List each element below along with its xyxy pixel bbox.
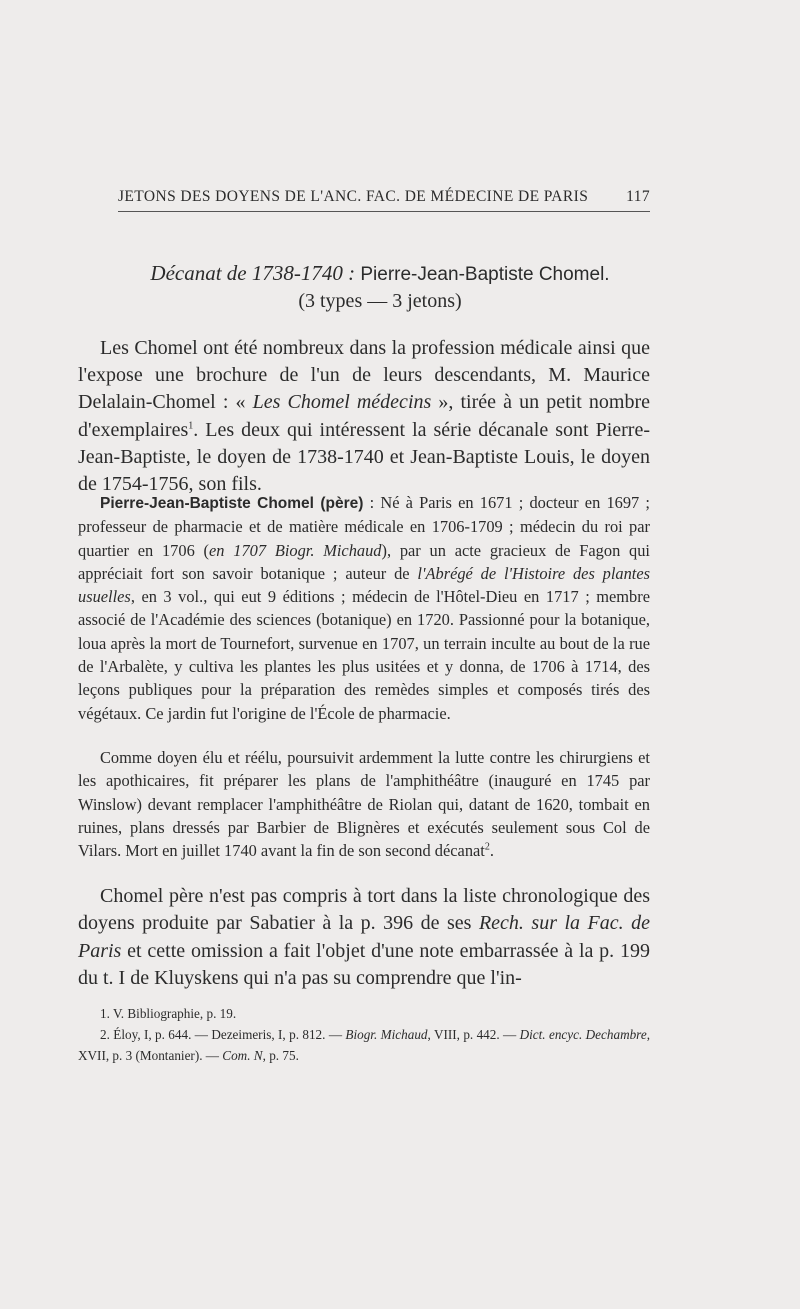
p3-text: Comme doyen élu et réélu, poursuivit ardemment la lutte contre les chirurgiens et les apothicaires, fit préparer les plans de l'amphithéâtre (inauguré en 1745 par Winslow) devant remplacer l'amphithéâtre de Riolan qui, datant de 1620, tombait en ruines, plans dressés par Barbier de Blignères et exécutés seulement sous Col de Vilars. Mort en juillet 1740 avant la fin de son second décanat <box>78 748 650 861</box>
p2-italic-a: en 1707 Biogr. Michaud <box>209 540 382 560</box>
decanat-label: Décanat de 1738-1740 : <box>150 261 356 285</box>
page-number: 117 <box>626 188 650 205</box>
fn2-c: , XVII, p. 3 (Montanier). — <box>78 1027 650 1063</box>
fn2-it2: Dict. encyc. Dechambre <box>519 1027 647 1042</box>
p2-italic-b: l'Abrégé de l'Histoire des plantes usuelles <box>78 563 651 607</box>
p2-text-b: ), par un acte gracieux de Fagon qui appréciait fort son savoir botanique ; auteur de <box>78 540 650 583</box>
p4-text-a: Chomel père n'est pas compris à tort dans la liste chronologique des doyens produite par Sabatier à la p. 396 de ses <box>78 885 650 935</box>
fn2-d: , p. 75. <box>262 1048 299 1063</box>
section-heading <box>120 260 640 288</box>
p2-text-c: , en 3 vol., qui eut 9 éditions ; médecin de l'Hôtel-Dieu en 1717 ; membre associé de l'Académie des sciences (botanique) en 1720. Passionné pour la botanique, loua après la mort de Tournefort, survenue en 1707, un terrain inculte au bout de la rue de l'Arbalète, y cultiva les plantes les plus usitées et y donna, de 1706 à 1714, des leçons publiques pour la préparation des remèdes simples et composés tirés des végétaux. Ce jardin fut l'origine de l'École de pharmacie. <box>78 587 650 723</box>
dean-name: Pierre-Jean-Baptiste Chomel. <box>360 264 610 285</box>
p2-bold-name: Pierre-Jean-Baptiste Chomel (père) <box>100 495 364 512</box>
fn2-it3: Com. N <box>222 1048 263 1063</box>
footnote-ref-1: 1 <box>188 419 194 431</box>
p1-text-a: Les Chomel ont été nombreux dans la profession médicale ainsi que l'expose une brochure de l'un de leurs descendants, M. Maurice Delalain-Chomel : « <box>78 337 650 414</box>
p3-end: . <box>489 841 494 861</box>
footnote-1: 1. V. Bibliographie, p. 19. <box>100 1006 237 1021</box>
paragraph-biography <box>78 491 650 725</box>
header-rule <box>118 211 650 212</box>
fn2-it1: Biogr. Michaud <box>345 1027 428 1042</box>
footnote-2 <box>78 1024 650 1066</box>
p2-text-a: : Né à Paris en 1671 ; docteur en 1697 ; professeur de pharmacie et de matière médicale en 1706-1709 ; médecin du roi par quartier en 1706 ( <box>78 493 650 560</box>
fn2-b: , VIII, p. 442. — <box>427 1027 520 1042</box>
footnote-ref-2: 2 <box>484 841 490 853</box>
paragraph-omission <box>78 883 650 992</box>
running-header <box>118 188 650 206</box>
header-title: JETONS DES DOYENS DE L'ANC. FAC. DE MÉDECINE DE PARIS <box>118 188 589 205</box>
section-subheading: (3 types — 3 jetons) <box>298 290 462 312</box>
fn2-a: 2. Éloy, I, p. 644. — Dezeimeris, I, p. 812. — <box>100 1027 346 1042</box>
p1-text-b: », tirée à un petit nombre d'exemplaires <box>78 391 650 441</box>
footnotes <box>78 1003 650 1066</box>
p4-text-b: et cette omission a fait l'objet d'une note embarrassée à la p. 199 du t. I de Kluyskens qui n'a pas su comprendre que l'in- <box>78 939 650 989</box>
paragraph-deanship <box>78 746 650 862</box>
p1-title: Les Chomel médecins <box>252 391 432 414</box>
p1-text-c: . Les deux qui intéressent la série décanale sont Pierre-Jean-Baptiste, le doyen de 1738-1740 et Jean-Baptiste Louis, le doyen de 1754-1756, son fils. <box>78 418 650 496</box>
p4-italic-a: Rech. sur la Fac. de Paris <box>78 912 650 962</box>
paragraph-intro <box>78 335 650 498</box>
